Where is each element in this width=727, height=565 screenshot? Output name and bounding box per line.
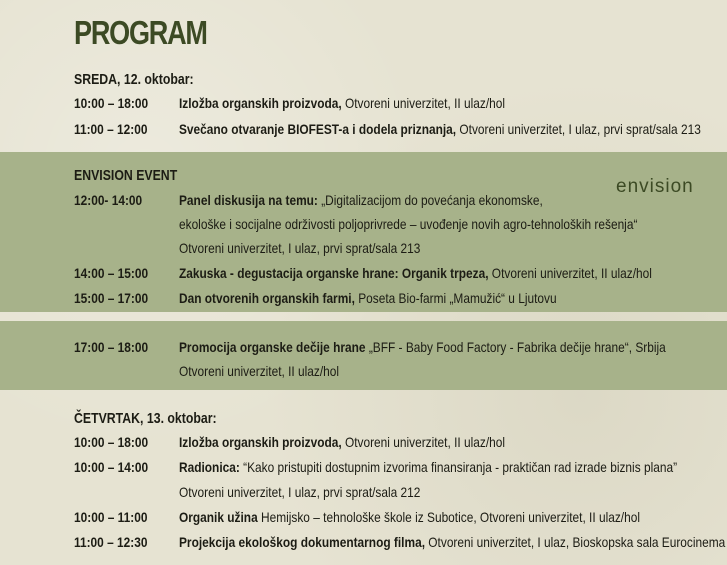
event-time: 14:00 – 15:00 — [74, 265, 149, 281]
event-time: 10:00 – 11:00 — [74, 509, 148, 525]
event-description: Zakuska - degustacija organske hrane: Organik trpeza, Otvoreni univerzitet, II ulaz/hol — [179, 265, 652, 281]
day-heading-wednesday: SREDA, 12. oktobar: — [74, 71, 194, 88]
event-description: Projekcija ekološkog dokumentarnog filma, Otvoreni univerzitet, I ulaz, Bioskopska sala Eurocinema — [179, 534, 726, 550]
event-time: 12:00- 14:00 — [74, 192, 143, 208]
event-time: 11:00 – 12:00 — [74, 121, 148, 137]
event-description: Promocija organske dečije hrane „BFF - Baby Food Factory - Fabrika dečije hrane“, Srbija — [179, 339, 666, 355]
event-time: 10:00 – 14:00 — [74, 459, 149, 475]
event-time: 11:00 – 12:30 — [74, 534, 148, 550]
page-title: PROGRAM — [74, 14, 207, 51]
event-description: Organik užina Hemijsko – tehnološke škole iz Subotice, Otvoreni univerzitet, II ulaz/hol — [179, 509, 641, 525]
envision-logo: envision — [616, 176, 694, 197]
event-description: ekološke i socijalne održivosti poljoprivrede – uvođenje novih agro-tehnoloških rešenja“ — [179, 216, 638, 232]
event-location: Otvoreni univerzitet, II ulaz/hol — [179, 363, 340, 379]
event-location: Otvoreni univerzitet, I ulaz, prvi sprat/sala 212 — [179, 484, 421, 500]
event-description: Svečano otvaranje BIOFEST-a i dodela priznanja, Otvoreni univerzitet, I ulaz, prvi sprat/sala 213 — [179, 121, 701, 137]
event-description: Dan otvorenih organskih farmi, Poseta Bio-farmi „Mamužić“ u Ljutovu — [179, 290, 557, 306]
event-description: Izložba organskih proizvoda, Otvoreni univerzitet, II ulaz/hol — [179, 95, 506, 111]
event-time: 10:00 – 18:00 — [74, 95, 149, 111]
promo-band — [0, 321, 727, 390]
event-description: Panel diskusija na temu: „Digitalizacijom do povećanja ekonomske, — [179, 192, 543, 208]
event-description: Radionica: “Kako pristupiti dostupnim izvorima finansiranja - praktičan rad izrade biznis plana” — [179, 459, 678, 475]
event-description: Izložba organskih proizvoda, Otvoreni univerzitet, II ulaz/hol — [179, 434, 506, 450]
event-time: 10:00 – 18:00 — [74, 434, 149, 450]
event-location: Otvoreni univerzitet, I ulaz, prvi sprat/sala 213 — [179, 240, 421, 256]
event-time: 15:00 – 17:00 — [74, 290, 149, 306]
event-time: 17:00 – 18:00 — [74, 339, 149, 355]
section-heading-envision: ENVISION EVENT — [74, 167, 178, 184]
day-heading-thursday: ČETVRTAK, 13. oktobar: — [74, 410, 217, 427]
